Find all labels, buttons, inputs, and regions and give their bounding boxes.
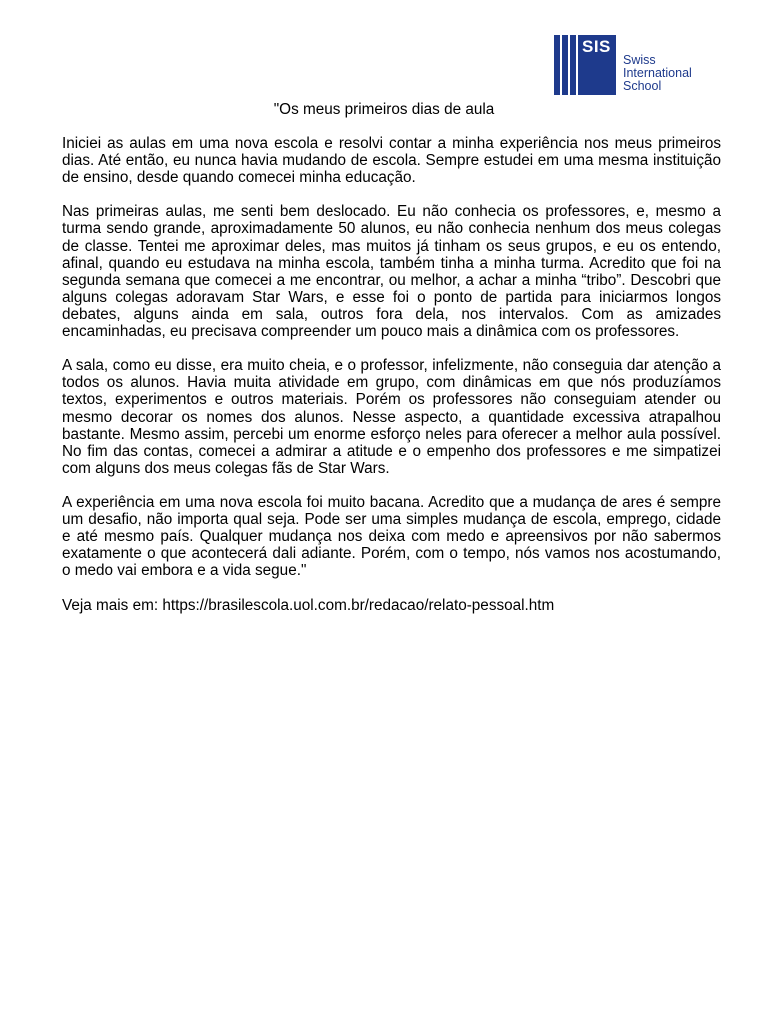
logo-word-school: School (623, 79, 662, 93)
logo-abbreviation: SIS (582, 37, 611, 56)
school-logo (554, 35, 714, 95)
document-title: "Os meus primeiros dias de aula (273, 101, 495, 118)
logo-word-swiss: Swiss (623, 53, 656, 67)
paragraph: A sala, como eu disse, era muito cheia, e o professor, infelizmente, não conseguia dar atenção a todos os alunos. Havia muita atividade em grupo, com dinâmicas em que nós produzíamos textos, experimentos e outros materiais. Porém os professores não conseguiam atender ou mesmo decorar os nomes dos alunos. Nesse aspecto, a quantidade excessiva atrapalhou bastante. Mesmo assim, percebi um enorme esforço neles para oferecer a melhor aula possível. No fim das contas, comecei a admirar a atitude e o empenho dos professores e me simpatizei com alguns dos meus colegas fãs de Star Wars. (62, 357, 721, 477)
logo-stripe (562, 35, 568, 95)
paragraph: Nas primeiras aulas, me senti bem deslocado. Eu não conhecia os professores, e, mesmo a turma sendo grande, aproximadamente 50 alunos, eu não conhecia nenhum dos meus colegas de classe. Tentei me aproximar deles, mas muitos já tinham os seus grupos, e eu os entendo, afinal, quando eu estudava na minha escola, também tinha a minha turma. Acredito que foi na segunda semana que comecei a me encontrar, ou melhor, a achar a minha “tribo”. Descobri que alguns colegas adoravam Star Wars, e esse foi o ponto de partida para iniciarmos longos debates, alguns ainda em sala, outros fora dela, nos intervalos. Com as amizades encaminhadas, eu precisava compreender um pouco mais a dinâmica com os professores. (62, 203, 721, 341)
paragraph: A experiência em uma nova escola foi muito bacana. Acredito que a mudança de ares é sempre um desafio, não importa qual seja. Pode ser uma simples mudança de escola, emprego, cidade e até mesmo país. Qualquer mudança nos deixa com medo e apreensivos por não sabermos exatamente o que acontecerá dali adiante. Porém, com o tempo, nós vamos nos acostumando, o medo vai embora e a vida segue." (62, 493, 721, 580)
source-link: Veja mais em: https://brasilescola.uol.com.br/redacao/relato-pessoal.htm (62, 596, 555, 614)
document-body (62, 135, 721, 631)
logo-wordmark (623, 54, 692, 93)
logo-stripe (554, 35, 560, 95)
paragraph: Iniciei as aulas em uma nova escola e resolvi contar a minha experiência nos meus primeiros dias. Até então, eu nunca havia mudando de escola. Sempre estudei em uma mesma instituição de ensino, desde quando comecei minha educação. (62, 135, 721, 187)
logo-word-international: International (623, 66, 692, 80)
logo-stripes (554, 35, 578, 95)
logo-stripe (570, 35, 576, 95)
